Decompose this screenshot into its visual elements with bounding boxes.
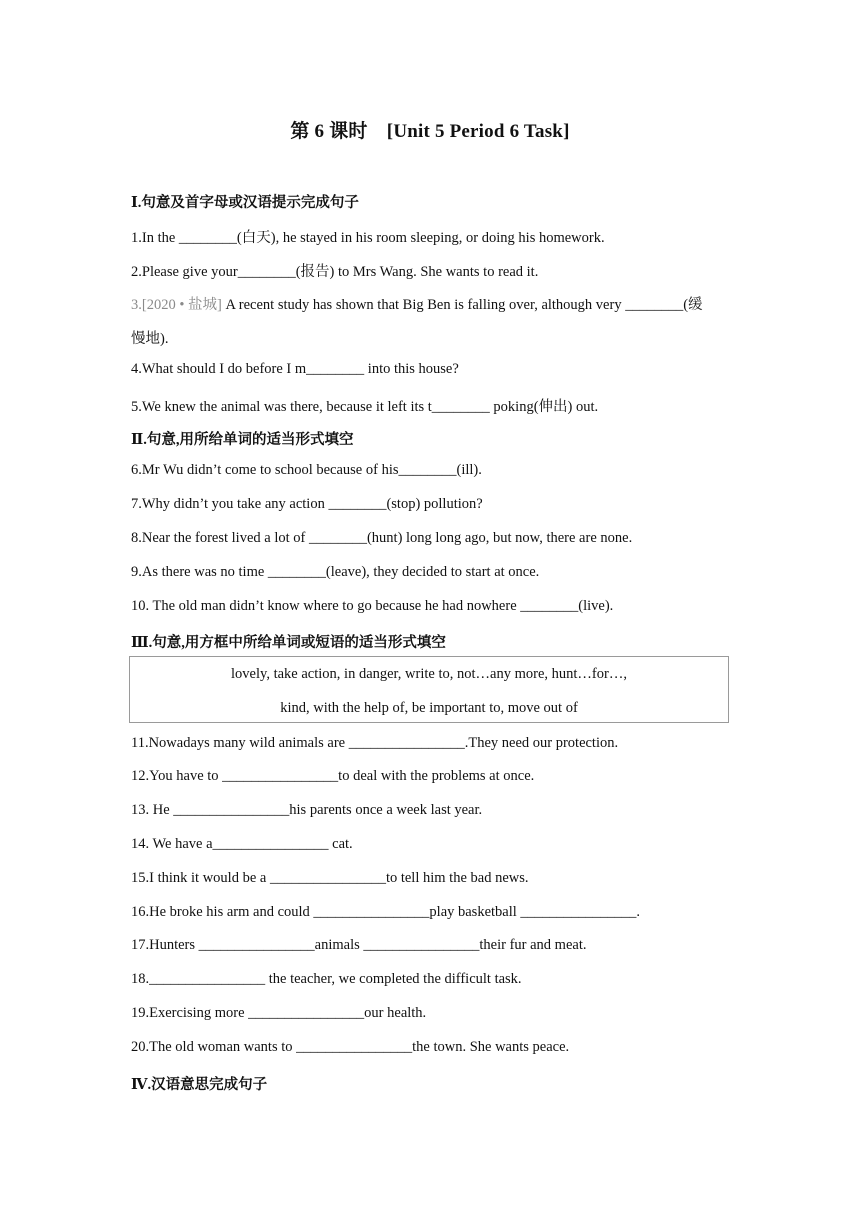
question-8: 8.Near the forest lived a lot of ________(hunt) long long ago, but now, there are none. xyxy=(131,530,633,546)
question-3-continuation: 慢地). xyxy=(131,331,169,347)
page-title: 第 6 课时 [Unit 5 Period 6 Task] xyxy=(290,121,570,142)
question-19: 19.Exercising more ________________our health. xyxy=(131,1005,427,1021)
section-heading-2: Ⅱ.句意,用所给单词的适当形式填空 xyxy=(131,432,354,448)
question-10: 10. The old man didn’t know where to go because he had nowhere ________(live). xyxy=(131,598,614,614)
question-1: 1.In the ________(白天), he stayed in his room sleeping, or doing his homework. xyxy=(131,230,605,246)
question-6: 6.Mr Wu didn’t come to school because of his________(ill). xyxy=(131,462,482,478)
question-3 xyxy=(131,293,703,314)
word-box-line-2: kind, with the help of, be important to, move out of xyxy=(280,700,578,716)
question-3-source: 3.[2020 • 盐城] xyxy=(131,297,222,313)
question-5: 5.We knew the animal was there, because it left its t________ poking(伸出) out. xyxy=(131,399,599,415)
question-15: 15.I think it would be a ________________to tell him the bad news. xyxy=(131,870,529,886)
question-14: 14. We have a________________ cat. xyxy=(131,836,353,852)
word-box-line-1: lovely, take action, in danger, write to, not…any more, hunt…for…, xyxy=(231,666,627,682)
question-17: 17.Hunters ________________animals ________________their fur and meat. xyxy=(131,937,587,953)
word-box xyxy=(129,656,729,723)
question-16: 16.He broke his arm and could ________________play basketball ________________. xyxy=(131,904,641,920)
section-heading-1: Ⅰ.句意及首字母或汉语提示完成句子 xyxy=(131,195,359,211)
section-heading-4: Ⅳ.汉语意思完成句子 xyxy=(131,1077,268,1093)
question-18: 18.________________ the teacher, we completed the difficult task. xyxy=(131,971,522,987)
question-4: 4.What should I do before I m________ into this house? xyxy=(131,361,459,377)
question-11: 11.Nowadays many wild animals are ________________.They need our protection. xyxy=(131,735,619,751)
question-12: 12.You have to ________________to deal with the problems at once. xyxy=(131,768,535,784)
question-2: 2.Please give your________(报告) to Mrs Wang. She wants to read it. xyxy=(131,264,539,280)
section-heading-3: Ⅲ.句意,用方框中所给单词或短语的适当形式填空 xyxy=(131,635,446,651)
question-13: 13. He ________________his parents once a week last year. xyxy=(131,802,483,818)
question-20: 20.The old woman wants to ________________the town. She wants peace. xyxy=(131,1039,570,1055)
question-7: 7.Why didn’t you take any action ________(stop) pollution? xyxy=(131,496,483,512)
question-3-text: A recent study has shown that Big Ben is falling over, although very ________(缓 xyxy=(221,297,703,313)
question-9: 9.As there was no time ________(leave), they decided to start at once. xyxy=(131,564,540,580)
